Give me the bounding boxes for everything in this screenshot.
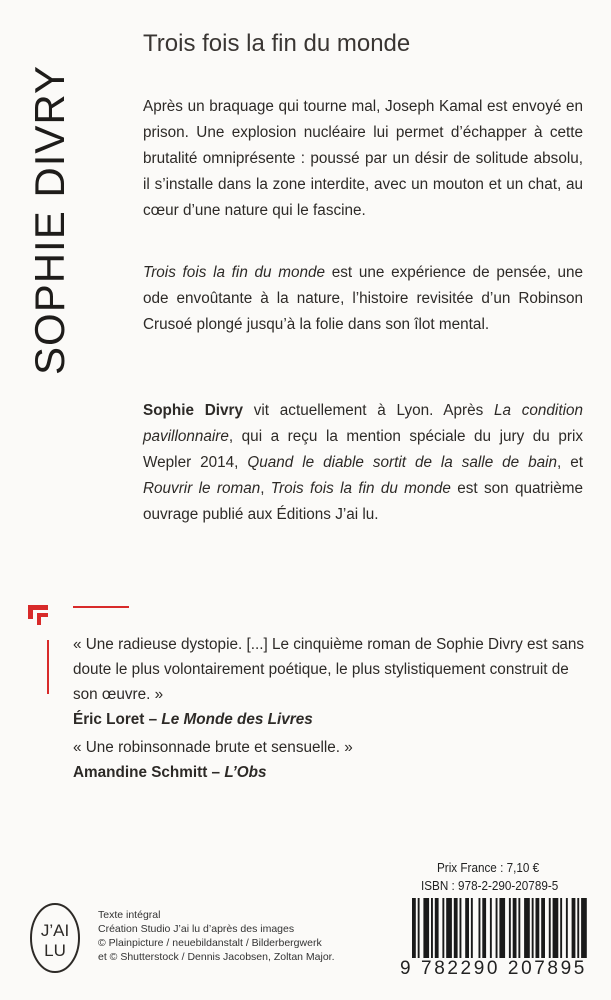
barcode-bar [460,898,462,958]
barcode-bar [513,898,517,958]
barcode-bar [518,898,520,958]
barcode-bar [566,898,568,958]
decorative-line-vertical [47,640,49,694]
barcode-bar [465,898,469,958]
barcode-bar [496,898,498,958]
barcode-bar [577,898,579,958]
price-label: Prix France : 7,10 € [437,860,540,875]
barcode-bar [581,898,587,958]
svg-text:J’AI: J’AI [40,921,70,940]
author-name-vertical: SOPHIE DIVRY [26,65,73,375]
barcode-bar [471,898,473,958]
description-paragraph: Trois fois la fin du monde est une expérience de pensée, une ode envoûtante à la nature, l’histoire revisitée d’un Robinson Crusoé plongé jusqu’à la folie dans son îlot mental. [143,264,584,333]
barcode-bar [536,898,540,958]
barcode-bar [532,898,534,958]
barcode-bar [509,898,511,958]
press-quote: « Une robinsonnade brute et sensuelle. » Amandine Schmitt – L’Obs [73,735,593,785]
barcode-bar [499,898,505,958]
barcode-bar [446,898,452,958]
barcode-bar [490,898,492,958]
book-title-italic: Trois fois la fin du monde [143,264,326,281]
barcode-bar [572,898,576,958]
barcode-bar [549,898,551,958]
publisher-logo [29,902,81,974]
barcode-number: 9 782290 207895 [400,958,587,979]
image-credits: Texte intégral Création Studio J’ai lu d’après des images © Plainpicture / neuebildanstalt / Bilderbergwerk et © Shutterstock / Dennis Jacobsen, Zoltan Major. [98,909,335,963]
synopsis-paragraph: Après un braquage qui tourne mal, Joseph Kamal est envoyé en prison. Une explosion nucléaire lui permet d’échapper à cette brutalité omniprésente : poussé par un désir de solitude absolu, il s’installe dans la zone interdite, avec un mouton et un chat, au cœur d’une nature qui le fascine. [143,98,583,219]
barcode-bar [454,898,458,958]
barcode-bar [435,898,439,958]
barcode-bar [431,898,433,958]
barcode-bar [482,898,486,958]
svg-text:LU: LU [44,941,66,960]
decorative-line-horizontal [73,606,129,608]
isbn-label: ISBN : 978-2-290-20789-5 [421,878,559,893]
quote-attribution: Éric Loret – Le Monde des Livres [73,711,313,728]
book-title: Trois fois la fin du monde [143,30,411,57]
quote-corner-mark-icon [28,605,48,625]
barcode-bar [553,898,559,958]
barcode-bar [423,898,429,958]
author-name-bold: Sophie Divry [143,402,244,419]
press-quote: « Une radieuse dystopie. [...] Le cinquième roman de Sophie Divry est sans doute le plus volontairement poétique, le plus stylistiquement construit de son œuvre. » Éric Loret – Le Monde des Livres [73,632,593,732]
barcode-bar [442,898,444,958]
author-bio-paragraph: Sophie Divry vit actuellement à Lyon. Après La condition pavillonnaire, qui a reçu la mention spéciale du jury du prix Wepler 2014, Quand le diable sortit de la salle de bain, et Rouvrir le roman, Trois fois la fin du monde est son quatrième ouvrage publié aux Éditions J’ai lu. [143,402,584,523]
barcode-bar [560,898,562,958]
barcode-bar [524,898,530,958]
quote-attribution: Amandine Schmitt – L’Obs [73,764,267,781]
barcode-bar [479,898,481,958]
